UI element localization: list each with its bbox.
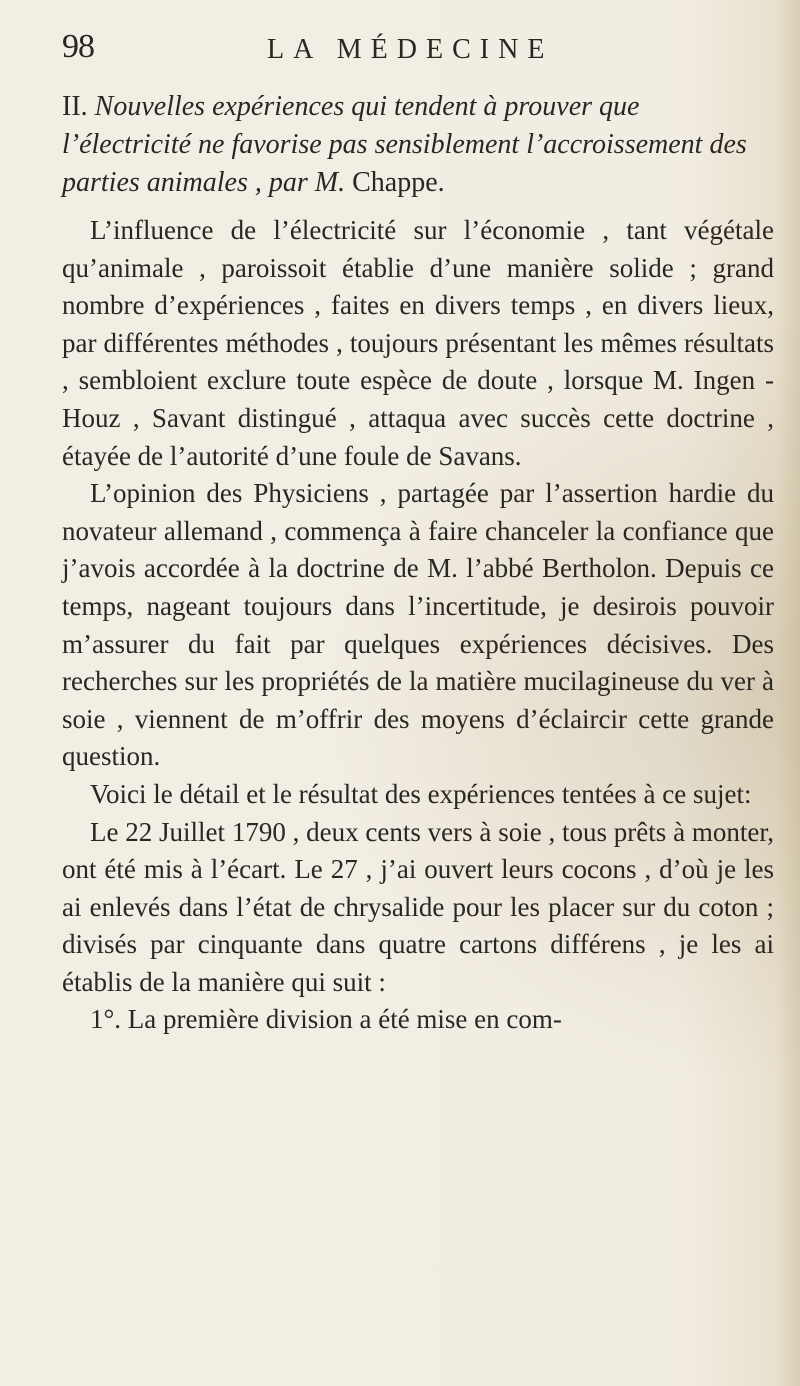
section-title: Nouvelles expériences qui tendent à prouver que l’électricité ne favorise pas sensiblement l’accroissement des parties animales , par M. bbox=[62, 91, 747, 198]
section-author: Chappe. bbox=[352, 167, 445, 198]
paragraph: L’influence de l’électricité sur l’économie , tant végétale qu’animale , paroissoit établie d’une manière solide ; grand nombre d’expériences , faites en divers temps , en divers lieux, par différentes méthodes , toujours présentant les mêmes résultats , sembloient exclure toute espèce de doute , lorsque M. Ingen - Houz , Savant distingué , attaqua avec succès cette doctrine , étayée de l’autorité d’une foule de Savans. bbox=[62, 215, 774, 471]
page-number: 98 bbox=[62, 28, 94, 65]
section-number: II. bbox=[62, 91, 88, 122]
paragraph: 1°. La première division a été mise en com- bbox=[90, 1004, 562, 1035]
section-heading bbox=[62, 88, 774, 202]
paragraph: L’opinion des Physiciens , partagée par l’assertion hardie du novateur allemand , commença à faire chanceler la confiance que j’avois accordée à la doctrine de M. l’abbé Bertholon. Depuis ce temps, nageant toujours dans l’incertitude, je desirois pouvoir m’assurer du fait par quelques expériences décisives. Des recherches sur les propriétés de la matière mucilagineuse du ver à soie , viennent de m’offrir des moyens d’éclaircir cette grande question. bbox=[62, 478, 774, 772]
paragraph: Voici le détail et le résultat des expériences tentées à ce sujet: bbox=[90, 778, 752, 809]
page-body bbox=[62, 88, 774, 1039]
page-header bbox=[62, 22, 762, 72]
running-head: LA MÉDECINE bbox=[267, 34, 554, 65]
paragraph: Le 22 Juillet 1790 , deux cents vers à soie , tous prêts à monter, ont été mis à l’écart. Le 27 , j’ai ouvert leurs cocons , d’où je les ai enlevés dans l’état de chrysalide pour les placer sur du coton ; divisés par cinquante dans quatre cartons différens , je les ai établis de la manière qui suit : bbox=[62, 816, 774, 997]
